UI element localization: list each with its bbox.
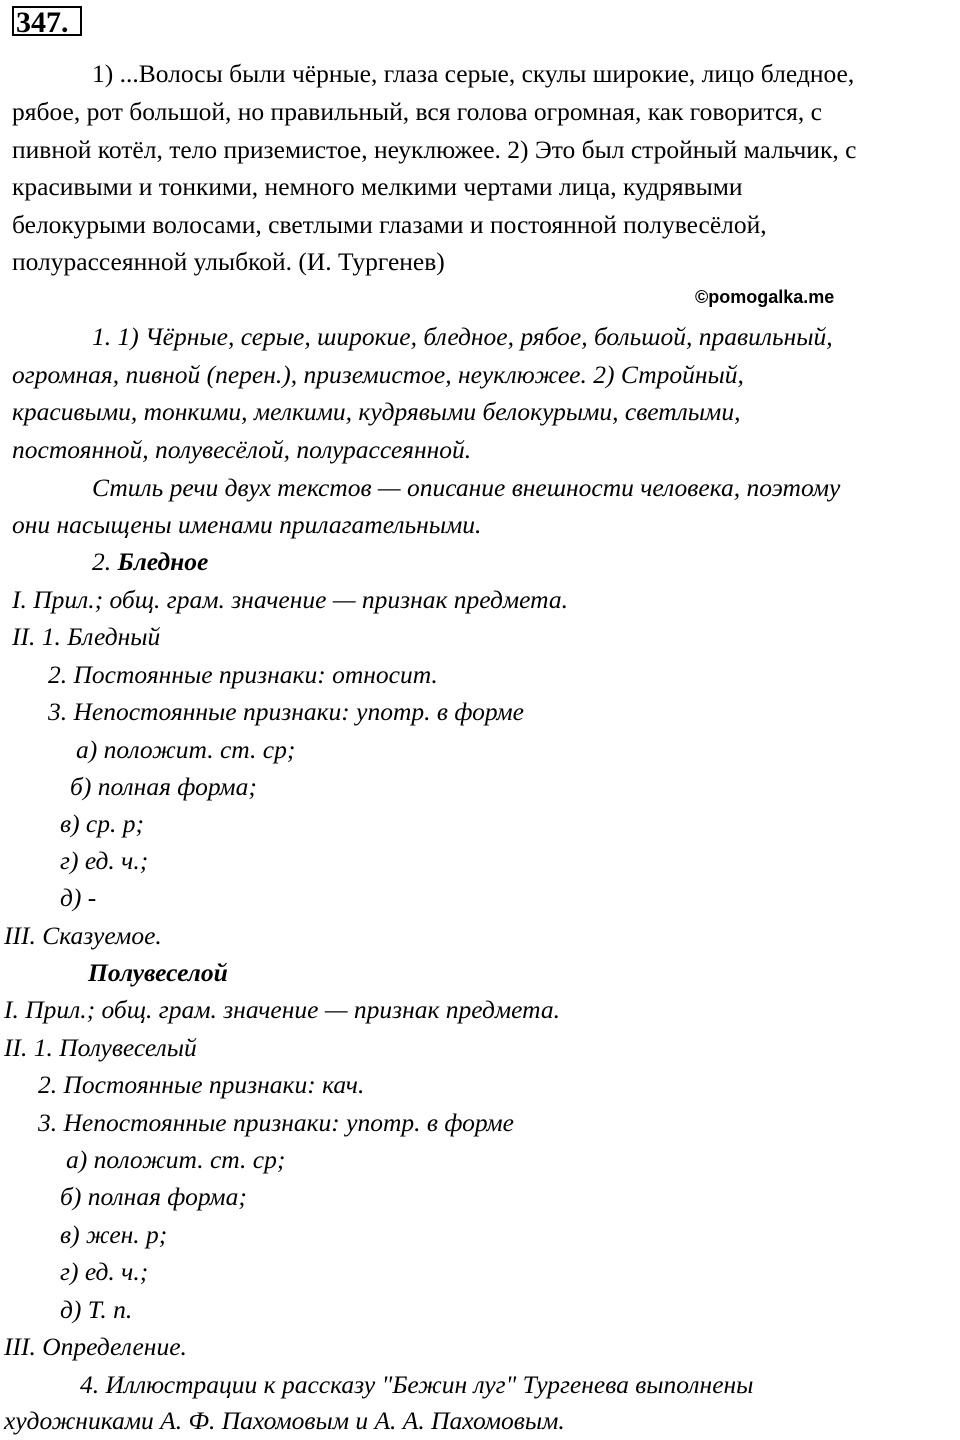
analysis-heading bbox=[92, 546, 208, 578]
answer-line: постоянной, полувесёлой, полурассеянной. bbox=[12, 435, 472, 464]
analysis-line: I. Прил.; общ. грам. значение — признак предмета. bbox=[12, 585, 568, 614]
analysis-line: 3. Непостоянные признаки: употр. в форме bbox=[48, 697, 524, 726]
analysis-line: I. Прил.; общ. грам. значение — признак предмета. bbox=[4, 995, 560, 1024]
analysis-line: а) положит. ст. ср; bbox=[66, 1145, 286, 1174]
task-number: 347. bbox=[12, 6, 82, 36]
analysis-line: в) жен. р; bbox=[60, 1220, 168, 1249]
analysis-line: г) ед. ч.; bbox=[60, 1257, 149, 1286]
answer-line: 1. 1) Чёрные, серые, широкие, бледное, рябое, большой, правильный, bbox=[92, 322, 833, 351]
answer-line: они насыщены именами прилагательными. bbox=[12, 510, 482, 539]
answer-line: красивыми, тонкими, мелкими, кудрявыми белокурыми, светлыми, bbox=[12, 397, 741, 426]
analysis-line: 3. Непостоянные признаки: употр. в форме bbox=[38, 1108, 514, 1137]
analysis-number: 2. bbox=[92, 547, 112, 576]
analysis-line: б) полная форма; bbox=[60, 1182, 247, 1211]
text-line: рябое, рот большой, но правильный, вся голова огромная, как говорится, с bbox=[12, 97, 822, 126]
text-line: полурассеянной улыбкой. (И. Тургенев) bbox=[12, 247, 445, 276]
text-line: белокурыми волосами, светлыми глазами и постоянной полувесёлой, bbox=[12, 210, 767, 239]
answer-line: огромная, пивной (перен.), приземистое, неуклюжее. 2) Стройный, bbox=[12, 360, 744, 389]
text-line: красивыми и тонкими, немного мелкими чертами лица, кудрявыми bbox=[12, 172, 743, 201]
analysis-line: 2. Постоянные признаки: относит. bbox=[48, 660, 438, 689]
analysis-line: д) Т. п. bbox=[60, 1295, 133, 1324]
analysis-line: II. 1. Бледный bbox=[12, 622, 161, 651]
answer-line: 4. Иллюстрации к рассказу "Бежин луг" Тургенева выполнены bbox=[80, 1370, 754, 1399]
analysis-line: 2. Постоянные признаки: кач. bbox=[38, 1070, 365, 1099]
analysis-line: а) положит. ст. ср; bbox=[76, 735, 296, 764]
analysis-word: Полувеселой bbox=[88, 958, 228, 987]
analysis-word: Бледное bbox=[117, 547, 209, 576]
analysis-line: III. Определение. bbox=[4, 1332, 187, 1361]
analysis-line: б) полная форма; bbox=[70, 772, 257, 801]
text-line: 1) ...Волосы были чёрные, глаза серые, скулы широкие, лицо бледное, bbox=[92, 59, 855, 88]
analysis-line: II. 1. Полувеселый bbox=[4, 1033, 197, 1062]
analysis-line: III. Сказуемое. bbox=[4, 921, 162, 950]
watermark: ©pomogalka.me bbox=[695, 287, 835, 307]
analysis-line: в) ср. р; bbox=[60, 809, 144, 838]
analysis-line: г) ед. ч.; bbox=[60, 846, 149, 875]
text-line: пивной котёл, тело приземистое, неуклюжее. 2) Это был стройный мальчик, с bbox=[12, 135, 857, 164]
answer-line: художниками А. Ф. Пахомовым и А. А. Пахомовым. bbox=[4, 1406, 565, 1435]
answer-line: Стиль речи двух текстов — описание внешности человека, поэтому bbox=[92, 473, 841, 502]
analysis-line: д) - bbox=[60, 883, 97, 912]
